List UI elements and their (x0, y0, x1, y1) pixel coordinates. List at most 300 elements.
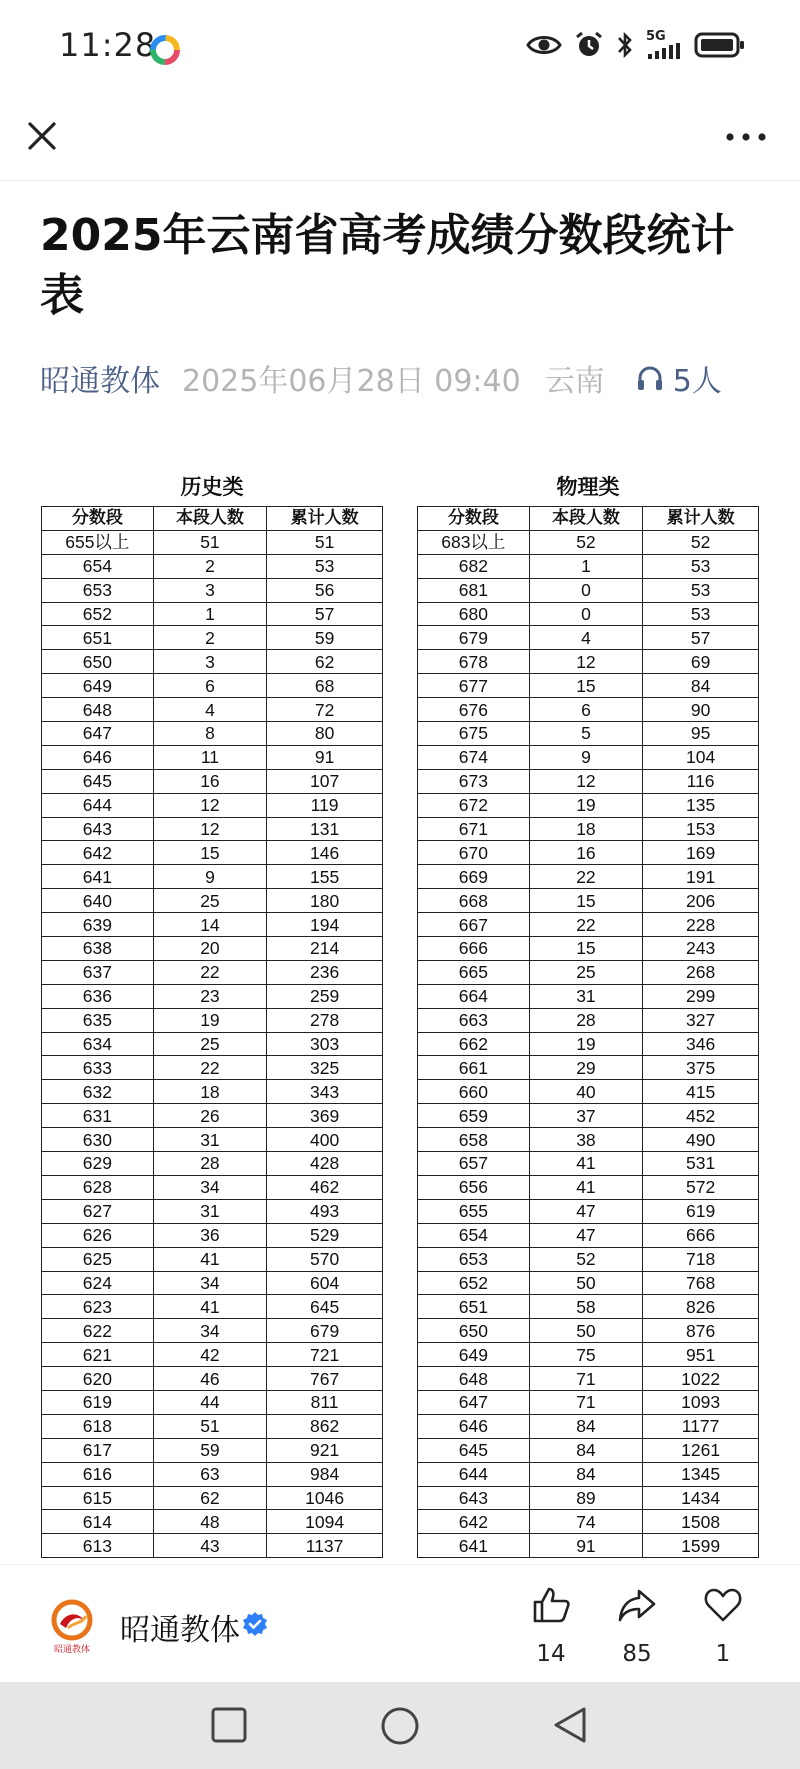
score-range-cell: 665 (418, 960, 530, 984)
bottom-action-bar (0, 1564, 800, 1683)
table-row (418, 554, 759, 578)
score-range-cell: 661 (418, 1056, 530, 1080)
table-row (418, 1510, 759, 1534)
segment-count-cell: 5 (529, 722, 643, 746)
score-range-cell: 638 (42, 937, 154, 961)
segment-count-cell: 18 (529, 817, 643, 841)
table-row (42, 530, 383, 554)
cumulative-count-cell: 194 (267, 913, 383, 937)
table-row (42, 1080, 383, 1104)
table-row (42, 1271, 383, 1295)
segment-count-cell: 9 (529, 745, 643, 769)
account-logo[interactable] (48, 1598, 96, 1656)
logo-text: 昭通教体 (53, 1645, 91, 1655)
cumulative-count-cell: 1345 (643, 1462, 759, 1486)
score-range-cell: 620 (42, 1367, 154, 1391)
segment-count-cell: 34 (153, 1271, 267, 1295)
segment-count-cell: 2 (153, 626, 267, 650)
cumulative-count-cell: 767 (267, 1367, 383, 1391)
score-range-cell: 680 (418, 602, 530, 626)
score-range-cell: 662 (418, 1032, 530, 1056)
table-row (42, 1295, 383, 1319)
score-range-cell: 660 (418, 1080, 530, 1104)
segment-count-cell: 36 (153, 1223, 267, 1247)
cumulative-count-cell: 104 (643, 745, 759, 769)
score-range-cell: 657 (418, 1152, 530, 1176)
cumulative-count-cell: 721 (267, 1343, 383, 1367)
segment-count-cell: 28 (529, 1008, 643, 1032)
table-row (42, 960, 383, 984)
segment-count-cell: 28 (153, 1152, 267, 1176)
cumulative-count-cell: 718 (643, 1247, 759, 1271)
segment-count-cell: 37 (529, 1104, 643, 1128)
table-row (42, 889, 383, 913)
header-cumulative-count: 累计人数 (267, 507, 383, 531)
cumulative-count-cell: 131 (267, 817, 383, 841)
score-range-cell: 629 (42, 1152, 154, 1176)
table-row (42, 722, 383, 746)
segment-count-cell: 19 (529, 1032, 643, 1056)
status-bar (0, 0, 800, 96)
segment-count-cell: 43 (153, 1534, 267, 1558)
score-range-cell: 630 (42, 1128, 154, 1152)
table-row (42, 1247, 383, 1271)
table-row (418, 817, 759, 841)
cumulative-count-cell: 191 (643, 865, 759, 889)
table-row (42, 913, 383, 937)
cumulative-count-cell: 214 (267, 937, 383, 961)
table-row (42, 1414, 383, 1438)
segment-count-cell: 31 (153, 1128, 267, 1152)
table-row (418, 1414, 759, 1438)
table-row (42, 1128, 383, 1152)
score-range-cell: 614 (42, 1510, 154, 1534)
score-range-cell: 678 (418, 650, 530, 674)
score-range-cell: 658 (418, 1128, 530, 1152)
score-range-cell: 647 (418, 1390, 530, 1414)
table-row (42, 1390, 383, 1414)
segment-count-cell: 12 (529, 769, 643, 793)
segment-count-cell: 25 (153, 889, 267, 913)
cumulative-count-cell: 259 (267, 984, 383, 1008)
cumulative-count-cell: 56 (267, 578, 383, 602)
network-indicator (646, 31, 682, 59)
cumulative-count-cell: 343 (267, 1080, 383, 1104)
table-row (42, 865, 383, 889)
cumulative-count-cell: 62 (267, 650, 383, 674)
table-row (42, 1152, 383, 1176)
cumulative-count-cell: 53 (643, 602, 759, 626)
table-row (42, 554, 383, 578)
publish-location: 云南 (544, 364, 605, 399)
cumulative-count-cell: 531 (643, 1152, 759, 1176)
table-row (42, 578, 383, 602)
cumulative-count-cell: 95 (643, 722, 759, 746)
segment-count-cell: 14 (153, 913, 267, 937)
table-row (42, 1510, 383, 1534)
score-range-cell: 681 (418, 578, 530, 602)
table-row (42, 1438, 383, 1462)
segment-count-cell: 15 (153, 841, 267, 865)
table-row (42, 1534, 383, 1558)
segment-count-cell: 38 (529, 1128, 643, 1152)
table-row (418, 1080, 759, 1104)
author-link[interactable]: 昭通教体 (40, 364, 160, 399)
cumulative-count-cell: 679 (267, 1319, 383, 1343)
cumulative-count-cell: 51 (267, 530, 383, 554)
app-notification-icon (149, 34, 181, 66)
cumulative-count-cell: 119 (267, 793, 383, 817)
table-row (418, 650, 759, 674)
cumulative-count-cell: 268 (643, 960, 759, 984)
score-range-cell: 624 (42, 1271, 154, 1295)
cumulative-count-cell: 169 (643, 841, 759, 865)
segment-count-cell: 41 (529, 1152, 643, 1176)
segment-count-cell: 48 (153, 1510, 267, 1534)
status-icons (526, 30, 746, 60)
segment-count-cell: 20 (153, 937, 267, 961)
table-row (418, 1128, 759, 1152)
cumulative-count-cell: 826 (643, 1295, 759, 1319)
article-meta (40, 356, 722, 400)
score-range-cell: 641 (42, 865, 154, 889)
table-row (42, 1223, 383, 1247)
score-range-cell: 642 (418, 1510, 530, 1534)
score-range-cell: 676 (418, 698, 530, 722)
segment-count-cell: 4 (153, 698, 267, 722)
thumbs-up-icon (531, 1585, 571, 1625)
more-icon[interactable] (722, 120, 770, 154)
segment-count-cell: 3 (153, 578, 267, 602)
score-range-cell: 635 (42, 1008, 154, 1032)
score-range-cell: 645 (42, 769, 154, 793)
table-row (418, 1152, 759, 1176)
table-row (418, 745, 759, 769)
table-row (418, 674, 759, 698)
table-row (418, 1271, 759, 1295)
score-range-cell: 650 (418, 1319, 530, 1343)
table-row (418, 1056, 759, 1080)
table-row (418, 865, 759, 889)
cumulative-count-cell: 1022 (643, 1367, 759, 1391)
cumulative-count-cell: 369 (267, 1104, 383, 1128)
table-row (42, 674, 383, 698)
score-range-cell: 652 (42, 602, 154, 626)
score-range-cell: 631 (42, 1104, 154, 1128)
cumulative-count-cell: 666 (643, 1223, 759, 1247)
account-name[interactable]: 昭通教体 (120, 1613, 240, 1648)
score-range-cell: 632 (42, 1080, 154, 1104)
score-range-cell: 621 (42, 1343, 154, 1367)
table-row (418, 1462, 759, 1486)
score-range-cell: 622 (42, 1319, 154, 1343)
cumulative-count-cell: 1046 (267, 1486, 383, 1510)
score-range-cell: 682 (418, 554, 530, 578)
segment-count-cell: 15 (529, 889, 643, 913)
cumulative-count-cell: 53 (643, 554, 759, 578)
table-header-row (42, 507, 383, 531)
score-range-cell: 649 (418, 1343, 530, 1367)
recent-apps-icon[interactable] (210, 1706, 248, 1744)
cumulative-count-cell: 299 (643, 984, 759, 1008)
segment-count-cell: 51 (153, 1414, 267, 1438)
score-range-cell: 679 (418, 626, 530, 650)
score-range-cell: 616 (42, 1462, 154, 1486)
table-row (418, 602, 759, 626)
table-row (418, 889, 759, 913)
cumulative-count-cell: 1094 (267, 1510, 383, 1534)
segment-count-cell: 75 (529, 1343, 643, 1367)
share-count: 85 (622, 1641, 652, 1667)
header-cumulative-count: 累计人数 (643, 507, 759, 531)
table-row (418, 960, 759, 984)
score-range-cell: 670 (418, 841, 530, 865)
segment-count-cell: 16 (529, 841, 643, 865)
score-range-cell: 619 (42, 1390, 154, 1414)
table-row (42, 1199, 383, 1223)
table-row (42, 602, 383, 626)
segment-count-cell: 18 (153, 1080, 267, 1104)
cumulative-count-cell: 876 (643, 1319, 759, 1343)
table-row (418, 913, 759, 937)
cumulative-count-cell: 619 (643, 1199, 759, 1223)
cumulative-count-cell: 428 (267, 1152, 383, 1176)
table-row (42, 626, 383, 650)
listen-button[interactable] (635, 356, 722, 400)
table-row (42, 1319, 383, 1343)
score-range-cell: 625 (42, 1247, 154, 1271)
table-row (418, 1175, 759, 1199)
cumulative-count-cell: 53 (267, 554, 383, 578)
score-range-cell: 642 (42, 841, 154, 865)
table-row (42, 1462, 383, 1486)
segment-count-cell: 15 (529, 674, 643, 698)
segment-count-cell: 31 (153, 1199, 267, 1223)
score-range-cell: 656 (418, 1175, 530, 1199)
header-segment-count: 本段人数 (529, 507, 643, 531)
share-button[interactable] (602, 1585, 672, 1667)
score-range-cell: 647 (42, 722, 154, 746)
cumulative-count-cell: 72 (267, 698, 383, 722)
cumulative-count-cell: 180 (267, 889, 383, 913)
cumulative-count-cell: 572 (643, 1175, 759, 1199)
cumulative-count-cell: 228 (643, 913, 759, 937)
score-range-cell: 646 (418, 1414, 530, 1438)
table-row (42, 1104, 383, 1128)
table-row (418, 1199, 759, 1223)
headphone-icon (635, 363, 665, 393)
segment-count-cell: 41 (153, 1295, 267, 1319)
home-icon[interactable] (380, 1706, 420, 1746)
cumulative-count-cell: 1261 (643, 1438, 759, 1462)
score-range-cell: 634 (42, 1032, 154, 1056)
history-table-body (42, 530, 383, 1557)
segment-count-cell: 0 (529, 578, 643, 602)
physics-score-table (417, 506, 759, 1558)
table-row (42, 650, 383, 674)
score-range-cell: 655 (418, 1199, 530, 1223)
segment-count-cell: 59 (153, 1438, 267, 1462)
header-score-range: 分数段 (42, 507, 154, 531)
cumulative-count-cell: 57 (643, 626, 759, 650)
segment-count-cell: 34 (153, 1319, 267, 1343)
cumulative-count-cell: 768 (643, 1271, 759, 1295)
score-range-cell: 675 (418, 722, 530, 746)
header-score-range: 分数段 (418, 507, 530, 531)
cumulative-count-cell: 116 (643, 769, 759, 793)
table-row (42, 769, 383, 793)
score-range-cell: 627 (42, 1199, 154, 1223)
cumulative-count-cell: 1177 (643, 1414, 759, 1438)
cumulative-count-cell: 91 (267, 745, 383, 769)
cumulative-count-cell: 951 (643, 1343, 759, 1367)
table-row (418, 578, 759, 602)
cumulative-count-cell: 53 (643, 578, 759, 602)
history-table-caption: 历史类 (180, 474, 244, 499)
segment-count-cell: 25 (529, 960, 643, 984)
score-range-cell: 655以上 (42, 530, 154, 554)
cumulative-count-cell: 153 (643, 817, 759, 841)
score-range-cell: 633 (42, 1056, 154, 1080)
cumulative-count-cell: 90 (643, 698, 759, 722)
segment-count-cell: 19 (153, 1008, 267, 1032)
segment-count-cell: 25 (153, 1032, 267, 1056)
segment-count-cell: 47 (529, 1199, 643, 1223)
segment-count-cell: 22 (153, 1056, 267, 1080)
table-row (42, 841, 383, 865)
article-title: 2025年云南省高考成绩分数段统计表 (40, 210, 735, 321)
like-button[interactable] (516, 1585, 586, 1667)
segment-count-cell: 51 (153, 530, 267, 554)
score-range-cell: 643 (418, 1486, 530, 1510)
header-segment-count: 本段人数 (153, 507, 267, 531)
segment-count-cell: 84 (529, 1462, 643, 1486)
score-range-cell: 668 (418, 889, 530, 913)
segment-count-cell: 4 (529, 626, 643, 650)
close-icon[interactable] (22, 116, 62, 156)
table-row (418, 698, 759, 722)
cumulative-count-cell: 375 (643, 1056, 759, 1080)
score-range-cell: 654 (418, 1223, 530, 1247)
table-row (418, 1367, 759, 1391)
heart-icon (703, 1585, 743, 1625)
segment-count-cell: 6 (153, 674, 267, 698)
segment-count-cell: 41 (153, 1247, 267, 1271)
score-range-cell: 643 (42, 817, 154, 841)
score-range-cell: 639 (42, 913, 154, 937)
score-range-cell: 617 (42, 1438, 154, 1462)
segment-count-cell: 50 (529, 1319, 643, 1343)
score-range-cell: 648 (42, 698, 154, 722)
segment-count-cell: 12 (529, 650, 643, 674)
back-icon[interactable] (552, 1706, 588, 1744)
score-range-cell: 652 (418, 1271, 530, 1295)
segment-count-cell: 62 (153, 1486, 267, 1510)
cumulative-count-cell: 490 (643, 1128, 759, 1152)
table-row (418, 841, 759, 865)
favorite-button[interactable] (688, 1585, 758, 1667)
table-row (42, 937, 383, 961)
score-range-cell: 628 (42, 1175, 154, 1199)
cumulative-count-cell: 69 (643, 650, 759, 674)
cumulative-count-cell: 80 (267, 722, 383, 746)
table-row (42, 984, 383, 1008)
segment-count-cell: 19 (529, 793, 643, 817)
cumulative-count-cell: 68 (267, 674, 383, 698)
system-nav-bar (0, 1682, 800, 1769)
table-row (418, 530, 759, 554)
table-row (418, 626, 759, 650)
listener-count: 5人 (672, 364, 722, 399)
segment-count-cell: 71 (529, 1367, 643, 1391)
table-row (418, 722, 759, 746)
cumulative-count-cell: 400 (267, 1128, 383, 1152)
segment-count-cell: 22 (529, 865, 643, 889)
segment-count-cell: 46 (153, 1367, 267, 1391)
score-range-cell: 659 (418, 1104, 530, 1128)
status-time: 11:28 (59, 26, 157, 64)
favorite-count: 1 (715, 1641, 731, 1667)
cumulative-count-cell: 604 (267, 1271, 383, 1295)
cumulative-count-cell: 107 (267, 769, 383, 793)
segment-count-cell: 58 (529, 1295, 643, 1319)
top-bar (0, 96, 800, 181)
segment-count-cell: 91 (529, 1534, 643, 1558)
score-range-cell: 637 (42, 960, 154, 984)
cumulative-count-cell: 146 (267, 841, 383, 865)
cumulative-count-cell: 327 (643, 1008, 759, 1032)
publish-date: 2025年06月28日 09:40 (182, 364, 521, 399)
eye-icon (526, 32, 562, 58)
bluetooth-icon (616, 30, 634, 60)
score-range-cell: 641 (418, 1534, 530, 1558)
segment-count-cell: 11 (153, 745, 267, 769)
like-count: 14 (536, 1641, 566, 1667)
cumulative-count-cell: 155 (267, 865, 383, 889)
table-row (418, 1032, 759, 1056)
segment-count-cell: 12 (153, 817, 267, 841)
segment-count-cell: 31 (529, 984, 643, 1008)
score-range-cell: 626 (42, 1223, 154, 1247)
table-row (418, 1343, 759, 1367)
segment-count-cell: 44 (153, 1390, 267, 1414)
cumulative-count-cell: 1599 (643, 1534, 759, 1558)
table-header-row (418, 507, 759, 531)
segment-count-cell: 34 (153, 1175, 267, 1199)
score-range-cell: 664 (418, 984, 530, 1008)
table-row (418, 1295, 759, 1319)
segment-count-cell: 50 (529, 1271, 643, 1295)
score-range-cell: 613 (42, 1534, 154, 1558)
score-range-cell: 651 (418, 1295, 530, 1319)
score-range-cell: 636 (42, 984, 154, 1008)
table-row (418, 793, 759, 817)
table-row (418, 1319, 759, 1343)
score-range-cell: 651 (42, 626, 154, 650)
physics-table-body (418, 530, 759, 1557)
table-row (418, 1247, 759, 1271)
segment-count-cell: 1 (529, 554, 643, 578)
cumulative-count-cell: 645 (267, 1295, 383, 1319)
score-range-cell: 663 (418, 1008, 530, 1032)
score-range-cell: 667 (418, 913, 530, 937)
segment-count-cell: 16 (153, 769, 267, 793)
table-row (418, 1486, 759, 1510)
alarm-icon (574, 30, 604, 60)
cumulative-count-cell: 1093 (643, 1390, 759, 1414)
score-range-cell: 644 (418, 1462, 530, 1486)
table-row (418, 1534, 759, 1558)
